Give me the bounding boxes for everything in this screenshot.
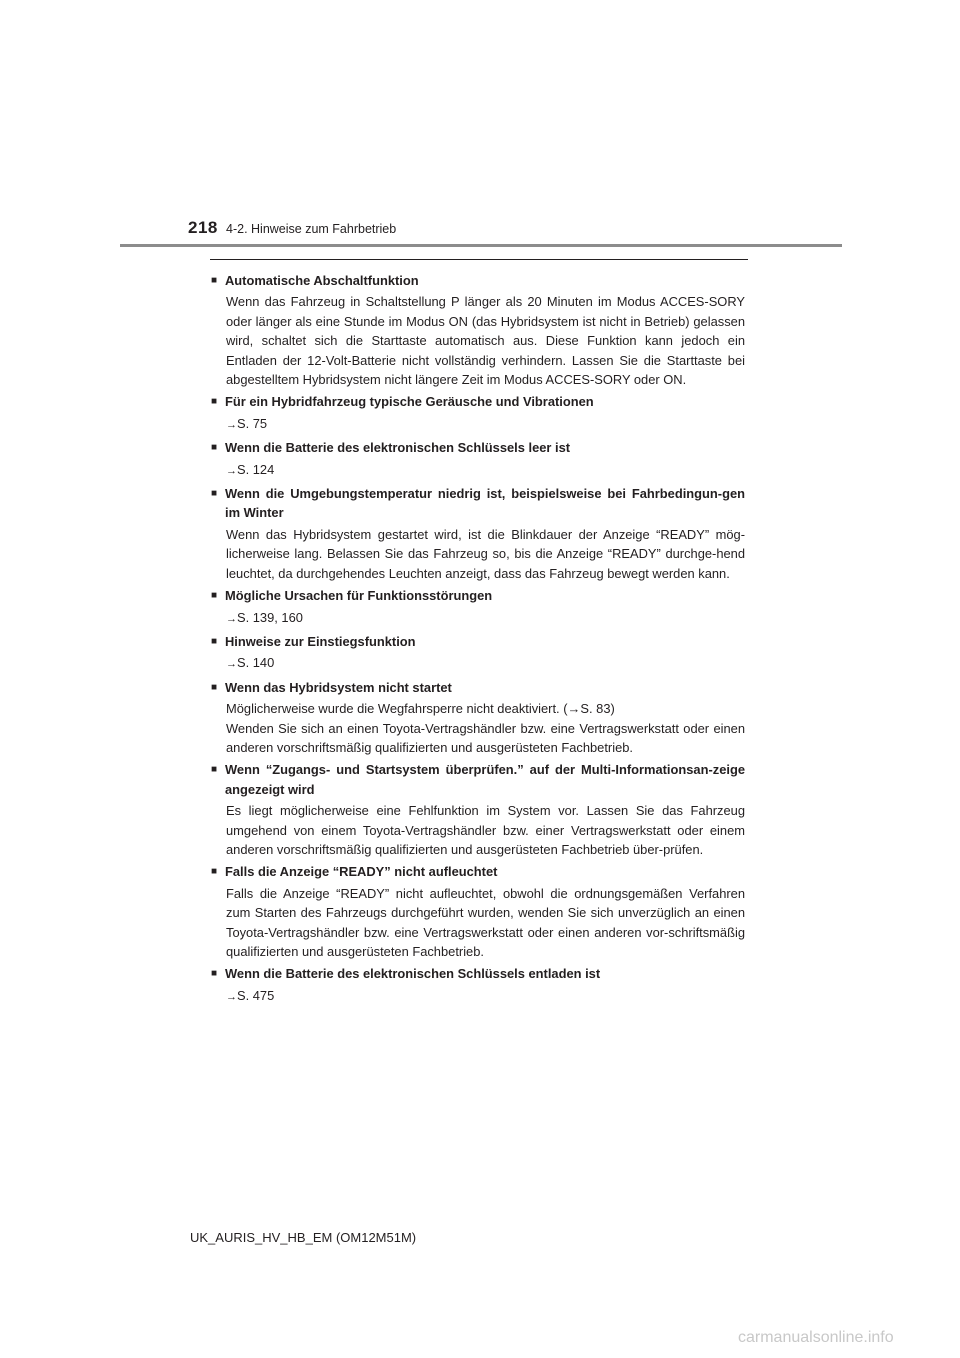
note-body bbox=[211, 699, 745, 757]
square-bullet-icon: ■ bbox=[211, 681, 218, 693]
note-heading bbox=[211, 760, 745, 799]
square-bullet-icon: ■ bbox=[211, 968, 218, 980]
note-heading-text: Wenn die Batterie des elektronischen Schlüssels leer ist bbox=[225, 440, 571, 456]
note-paragraph: Wenn das Fahrzeug in Schaltstellung P länger als 20 Minuten im Modus ACCES-SORY oder länger als eine Stunde im Modus ON (das Hybridsystem ist nicht in Betrieb) gelassen wird, schaltet sich die Starttaste automatisch aus. Diese Funktion kann jedoch ein Entladen der 12-Volt-Batterie nicht vollständig verhindern. Lassen Sie die Starttaste bei abgestelltem Hybridsystem nicht längere Zeit im Modus ACCES-SORY oder ON. bbox=[226, 294, 745, 388]
page-number: 218 bbox=[188, 218, 218, 237]
arrow-right-icon: → bbox=[226, 418, 237, 431]
page-reference-text: S. 124 bbox=[237, 461, 275, 477]
document-code: UK_AURIS_HV_HB_EM (OM12M51M) bbox=[190, 1230, 417, 1245]
note-body bbox=[211, 292, 745, 389]
note-paragraph: Möglicherweise wurde die Wegfahrsperre nicht deaktiviert. (→S. 83) bbox=[226, 701, 615, 717]
note-item bbox=[211, 392, 745, 435]
note-heading bbox=[211, 678, 745, 697]
note-heading-text: Wenn das Hybridsystem nicht startet bbox=[225, 679, 452, 695]
note-body bbox=[211, 801, 745, 859]
note-item bbox=[211, 678, 745, 758]
note-item bbox=[211, 964, 745, 1007]
note-paragraph: Wenn das Hybridsystem gestartet wird, ist die Blinkdauer der Anzeige “READY” mög-licherweise lang. Belassen Sie das Fahrzeug so, bis die Anzeige “READY” durchge-hend leuchtet, da durchgehendes Leuchten anzeigt, dass das Fahrzeug bewegt werden kann. bbox=[226, 526, 745, 581]
section-title: 4-2. Hinweise zum Fahrbetrieb bbox=[226, 222, 397, 236]
square-bullet-icon: ■ bbox=[211, 764, 218, 776]
note-item bbox=[211, 862, 745, 961]
note-item bbox=[211, 632, 745, 675]
note-heading bbox=[211, 586, 745, 605]
note-paragraph: Falls die Anzeige “READY” nicht aufleuchtet, obwohl die ordnungsgemäßen Verfahren zum Starten des Fahrzeugs durchgeführt wurden, wenden Sie sich unverzüglich an einen Toyota-Vertragshändler bzw. eine Vertragswerkstatt oder einen anderen vor-schriftsmäßig qualifizierten und ausgerüsteten Fachbetrieb. bbox=[226, 885, 745, 959]
square-bullet-icon: ■ bbox=[211, 866, 218, 878]
note-heading-text: Wenn die Batterie des elektronischen Schlüssels entladen ist bbox=[225, 966, 601, 982]
arrow-right-icon: → bbox=[226, 658, 237, 671]
watermark: carmanualsonline.info bbox=[738, 1329, 894, 1346]
arrow-right-icon: → bbox=[226, 612, 237, 625]
page-reference bbox=[211, 414, 745, 435]
page-reference bbox=[211, 460, 745, 481]
note-heading-text: Falls die Anzeige “READY” nicht aufleuchtet bbox=[225, 864, 498, 880]
content-area bbox=[211, 268, 745, 1010]
arrow-right-icon: → bbox=[226, 464, 237, 477]
note-heading-text: Wenn die Umgebungstemperatur niedrig ist, beispielsweise bei Fahrbedingun-gen im Winter bbox=[225, 486, 745, 521]
note-item bbox=[211, 760, 745, 859]
note-item bbox=[211, 484, 745, 583]
square-bullet-icon: ■ bbox=[211, 488, 218, 500]
note-heading bbox=[211, 484, 745, 523]
note-paragraph: Es liegt möglicherweise eine Fehlfunktion im System vor. Lassen Sie das Fahrzeug umgehend von einem Toyota-Vertragshändler bzw. einer Vertragswerkstatt oder einem anderen vorschriftsmäßig qualifizierten und ausgerüsteten Fachbetrieb über-prüfen. bbox=[226, 803, 745, 857]
note-heading-text: Hinweise zur Einstiegsfunktion bbox=[225, 633, 416, 649]
note-heading bbox=[211, 438, 745, 457]
arrow-right-icon: → bbox=[226, 990, 237, 1003]
page-reference-text: S. 140 bbox=[237, 655, 275, 671]
square-bullet-icon: ■ bbox=[211, 442, 218, 454]
note-body bbox=[211, 884, 745, 962]
note-heading bbox=[211, 632, 745, 651]
note-heading bbox=[211, 271, 745, 290]
square-bullet-icon: ■ bbox=[211, 275, 218, 286]
note-heading bbox=[211, 392, 745, 411]
content-divider bbox=[210, 259, 748, 260]
page-reference-text: S. 75 bbox=[237, 415, 268, 431]
note-item bbox=[211, 271, 745, 389]
square-bullet-icon: ■ bbox=[211, 590, 218, 602]
note-heading-text: Für ein Hybridfahrzeug typische Geräusche und Vibrationen bbox=[225, 394, 594, 410]
page-reference-text: S. 475 bbox=[237, 987, 275, 1003]
note-body bbox=[211, 525, 745, 583]
page-reference bbox=[211, 986, 745, 1007]
page-reference-text: S. 139, 160 bbox=[237, 609, 303, 625]
page-reference bbox=[211, 653, 745, 674]
note-heading-text: Wenn “Zugangs- und Startsystem überprüfen.” auf der Multi-Informationsan-zeige angezeigt wird bbox=[225, 762, 745, 797]
note-item bbox=[211, 586, 745, 629]
page-reference bbox=[211, 608, 745, 629]
note-heading-text: Mögliche Ursachen für Funktionsstörungen bbox=[225, 588, 493, 604]
note-heading-text: Automatische Abschaltfunktion bbox=[225, 273, 419, 288]
square-bullet-icon: ■ bbox=[211, 396, 218, 408]
header-divider bbox=[120, 244, 842, 247]
note-heading bbox=[211, 964, 745, 983]
note-item bbox=[211, 438, 745, 481]
note-paragraph: Wenden Sie sich an einen Toyota-Vertragshändler bzw. eine Vertragswerkstatt oder einen anderen vorschriftsmäßig qualifizierten und ausgerüsteten Fachbetrieb. bbox=[226, 720, 745, 755]
note-heading bbox=[211, 862, 745, 881]
square-bullet-icon: ■ bbox=[211, 635, 218, 647]
